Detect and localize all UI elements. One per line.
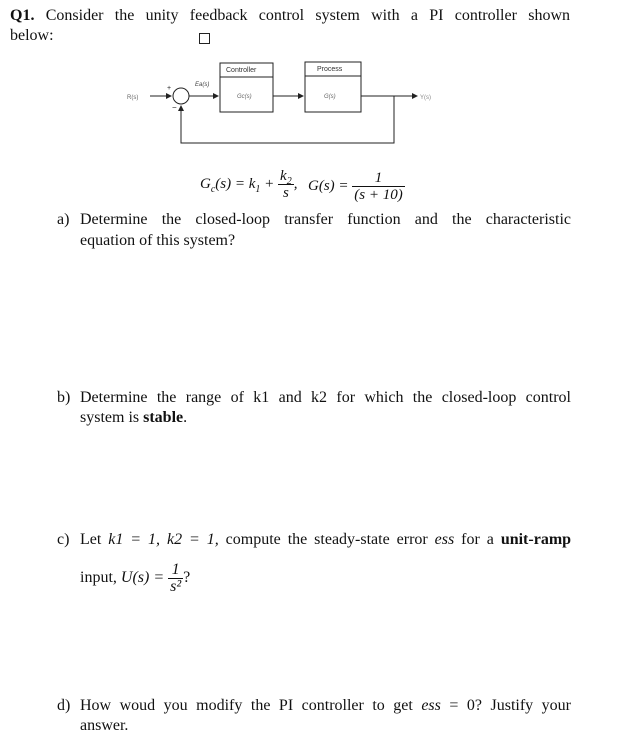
part-b-line2 [80,408,187,428]
gc-equation [200,168,297,201]
question-intro-line2: below: [10,27,54,44]
part-c-line1 [80,530,571,550]
part-a-line1: Determine the closed-loop transfer function and the characteristic [80,211,571,228]
controller-title: Controller [226,67,257,74]
g-lhs: G(s) = [308,177,353,194]
part-c-u-fraction [168,562,183,595]
part-a-label: a) [57,211,70,228]
gc-den: s [282,185,289,201]
process-title: Process [317,66,343,73]
gc-k1-sub: 1 [255,183,261,195]
gc-sub: c [210,183,216,195]
part-d-ess: ess [421,697,441,714]
part-b-line2-pre: system is [80,409,140,426]
output-label: Y(s) [420,95,431,101]
controller-tf: Gc(s) [237,94,252,100]
part-c-ess: ess [434,531,455,548]
part-c-input: input, [80,569,117,587]
part-c-u-lhs: U(s) = [120,569,169,587]
gc-arg: (s) = k [215,175,256,192]
gc-num: k [280,168,287,184]
part-d-line1 [80,696,571,716]
part-b-stable: stable [143,409,184,426]
error-label: Ea(s) [195,82,210,88]
gc-fraction [278,168,294,201]
part-c-for: for a [461,531,494,548]
g-den: (s + 10) [354,187,403,203]
g-fraction [352,170,404,203]
part-c-u-num: 1 [168,562,183,579]
part-c-pre: Let [80,531,102,548]
part-c-given: k1 = 1, k2 = 1, [108,531,219,548]
input-label: R(s) [127,95,139,101]
gc-sep: , [293,175,298,192]
part-c-u-q: ? [183,569,191,587]
part-a-line2: equation of this system? [80,232,236,249]
g-equation [308,170,405,203]
part-c-line2 [80,562,190,595]
question-number: Q1. [10,7,35,24]
part-b-line2-post: . [183,409,188,426]
gc-num-sub: 2 [286,176,292,187]
part-d-line2: answer. [80,717,129,734]
part-c-label: c) [57,531,70,548]
block-diagram [0,0,628,160]
minus-sign: − [172,103,177,112]
question-intro-line1: Consider the unity feedback control system with a PI controller shown [45,7,570,24]
part-c-mid: compute the steady-state error [225,531,428,548]
gc-plus: + [260,175,279,192]
process-tf: G(s) [324,94,336,100]
gc-lhs: G [200,175,211,192]
g-num: 1 [352,170,404,187]
plus-sign: + [167,85,172,92]
part-c-u-den: s² [170,578,182,595]
part-c-unit-ramp: unit-ramp [500,531,572,548]
part-d-label: d) [57,697,71,714]
part-b-label: b) [57,389,71,406]
summing-junction [173,88,189,104]
part-d-pre: How woud you modify the PI controller to get [80,697,413,714]
feedback-path [181,96,394,143]
part-b-line1: Determine the range of k1 and k2 for which the closed-loop control [80,389,571,406]
part-d-eq: = 0? Justify your [440,697,572,714]
